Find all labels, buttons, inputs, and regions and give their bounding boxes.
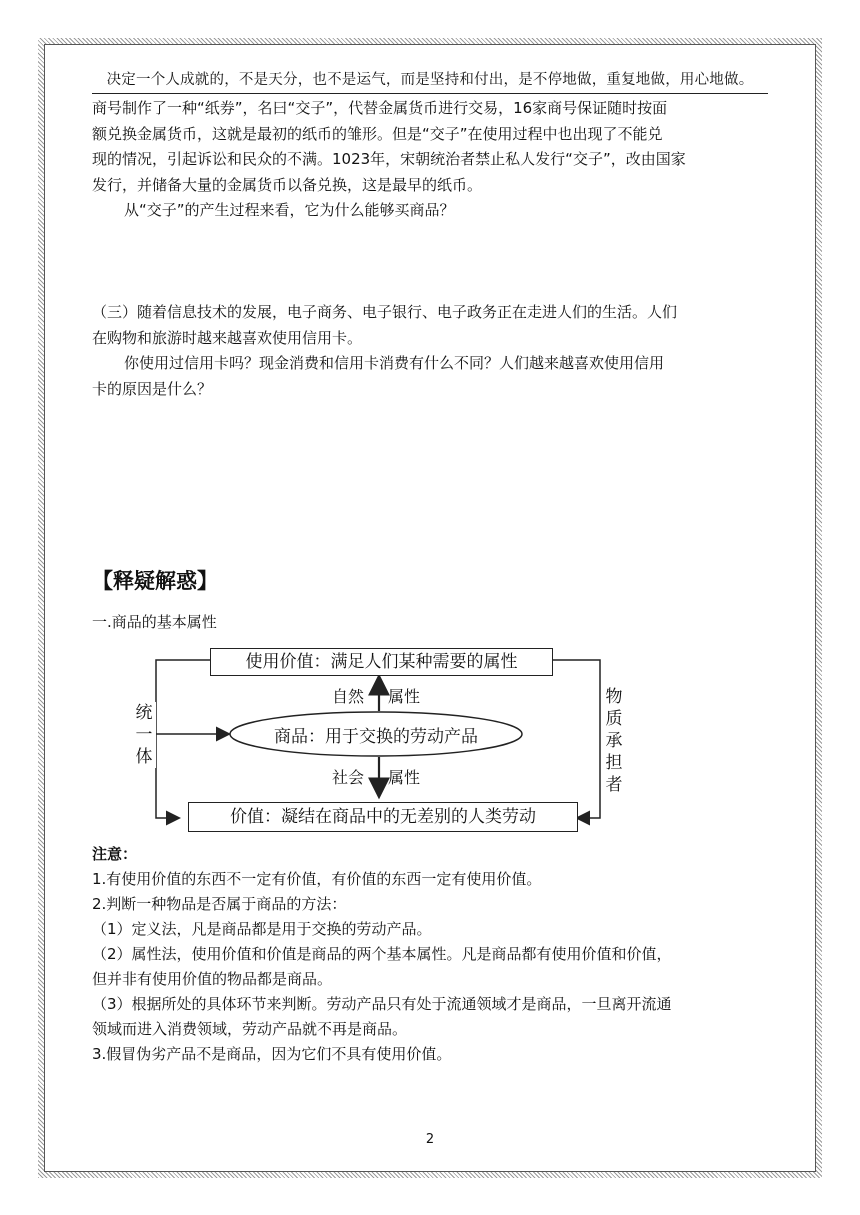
paragraph-line: 商号制作了一种“纸券”，名曰“交子”，代替金属货币进行交易，16家商号保证随时按面	[92, 99, 668, 117]
section-title: 【释疑解惑】	[92, 569, 218, 593]
value-box: 价值：凝结在商品中的无差别的人类劳动	[188, 802, 578, 832]
note-item: （1）定义法，凡是商品都是用于交换的劳动产品。	[92, 920, 432, 938]
credit-card-paragraph	[92, 300, 768, 402]
use-value-box: 使用价值：满足人们某种需要的属性	[210, 648, 553, 676]
note-item: （3）根据所处的具体环节来判断。劳动产品只有处于流通领域才是商品，一旦离开流通	[92, 995, 672, 1013]
paragraph-line: 额兑换金属货币，这就是最初的纸币的雏形。但是“交子”在使用过程中也出现了不能兑	[92, 124, 663, 143]
note-item: 2.判断一种物品是否属于商品的方法：	[92, 895, 347, 913]
material-carrier-label: 物 质 承 担 者	[605, 687, 623, 795]
sub-title: 一.商品的基本属性	[92, 613, 217, 631]
unity-label: 统 一 体	[132, 702, 156, 768]
attribute-label-top: 属性	[388, 687, 421, 706]
paragraph-line: （三）随着信息技术的发展，电子商务、电子银行、电子政务正在走进人们的生活。人们	[92, 303, 678, 321]
right-connector	[553, 660, 600, 818]
note-item: 3.假冒伪劣产品不是商品，因为它们不具有使用价值。	[92, 1045, 452, 1063]
note-item: （2）属性法，使用价值和价值是商品的两个基本属性。凡是商品都有使用价值和价值，	[92, 945, 672, 963]
paragraph-line: 在购物和旅游时越来越喜欢使用信用卡。	[92, 328, 363, 347]
notes-heading: 注意：	[92, 845, 138, 863]
question-text: 卡的原因是什么？	[92, 379, 213, 398]
paragraph-line: 发行，并储备大量的金属货币以备兑换，这是最早的纸币。	[92, 175, 483, 194]
left-connector	[156, 660, 210, 818]
notes-section	[92, 842, 772, 1067]
page-number: 2	[425, 1132, 435, 1147]
note-item: 但并非有使用价值的物品都是商品。	[92, 970, 333, 988]
commodity-attributes-diagram	[118, 640, 638, 836]
note-item: 1.有使用价值的东西不一定有价值，有价值的东西一定有使用价值。	[92, 870, 542, 888]
commodity-label: 商品：用于交换的劳动产品	[274, 727, 478, 747]
header-motto: 决定一个人成就的，不是天分，也不是运气，而是坚持和付出，是不停地做，重复地做，用心地做。	[92, 68, 768, 94]
question-text: 从“交子”的产生过程来看，它为什么能够买商品？	[124, 201, 455, 219]
question-text: 你使用过信用卡吗？现金消费和信用卡消费有什么不同？人们越来越喜欢使用信用	[124, 354, 665, 372]
note-item: 领域而进入消费领域，劳动产品就不再是商品。	[92, 1020, 408, 1038]
paragraph-line: 现的情况，引起诉讼和民众的不满。1023年，宋朝统治者禁止私人发行“交子”，改由国家	[92, 150, 686, 168]
attribute-label-bottom: 属性	[388, 768, 421, 787]
social-label: 社会	[332, 768, 365, 787]
jiaozi-paragraph	[92, 96, 768, 224]
natural-label: 自然	[332, 687, 365, 706]
